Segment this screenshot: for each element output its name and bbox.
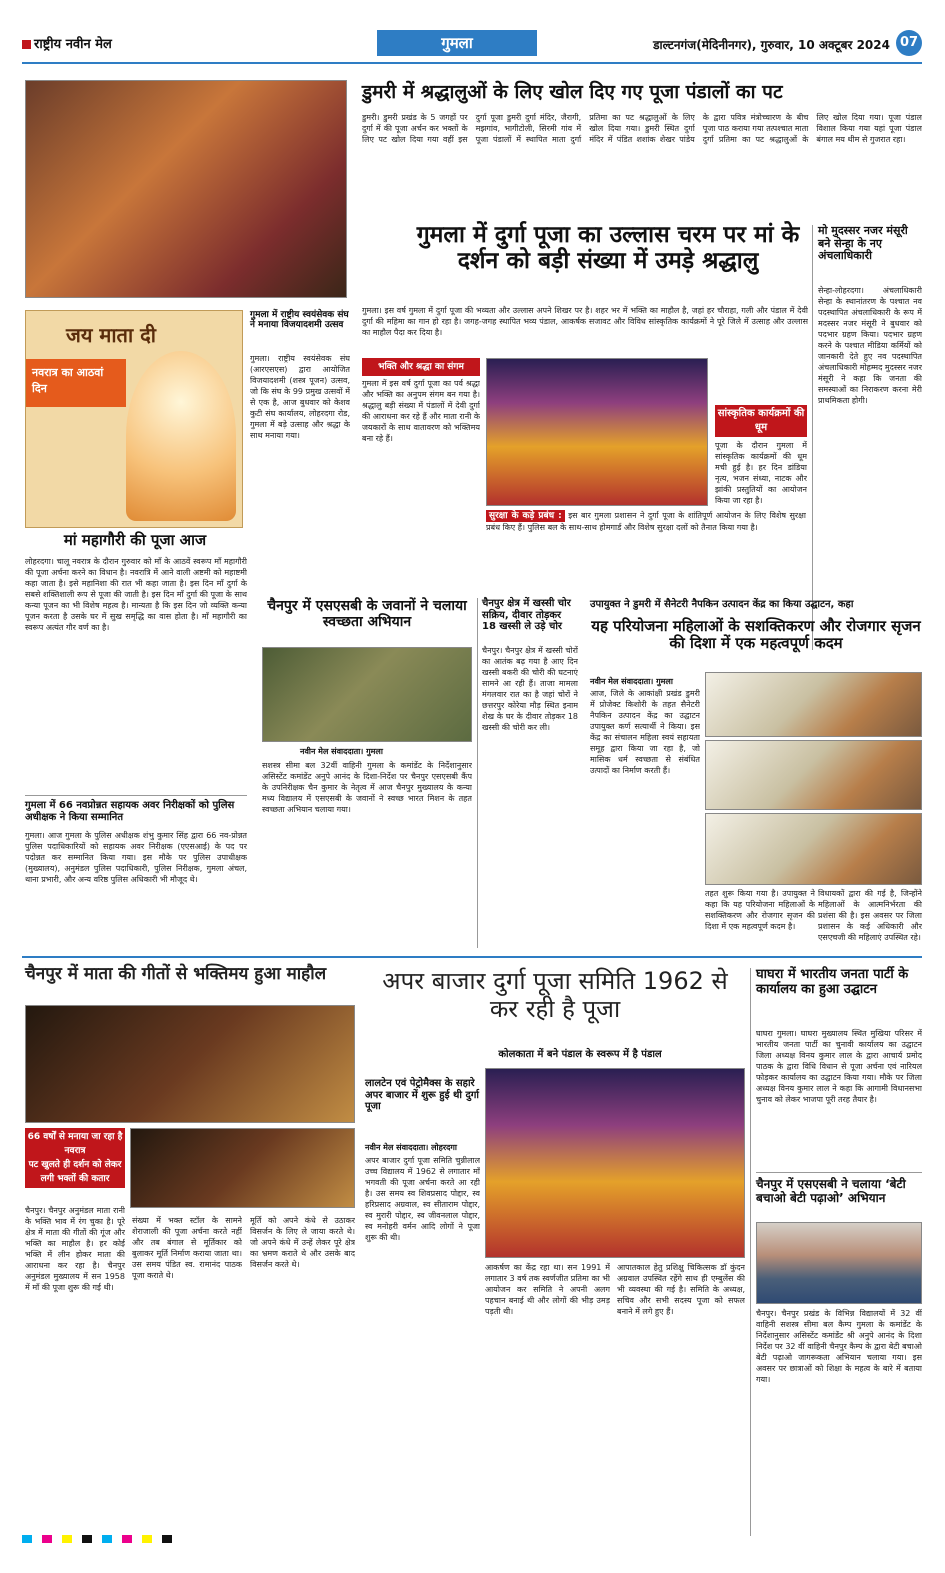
ssb-headline: चैनपुर में एसएसबी के जवानों ने चलाया स्वच्छता अभियान (267, 598, 467, 631)
apar-bazar-headline: अपर बाजार दुर्गा पूजा समिति 1962 से कर रही है पूजा (382, 967, 728, 1023)
navratra-card (25, 310, 243, 528)
theft-body: चैनपुर। चैनपुर क्षेत्र में खस्सी चोरों का आतंक बढ़ गया है आए दिन खस्सी बकरी की चोरी की घटनाएं सामने आ रही हैं। ताजा मामला मंगलवार रात का है जहां चोरों ने छत्तरपुर कोरेया मौड़ स्थित इनाम शेख के घर के दीवार तोड़कर 18 खस्सी की चोरी कर ली। (482, 646, 578, 732)
rss-body: गुमला। राष्ट्रीय स्वयंसेवक संघ (आरएसएस) द्वारा आयोजित विजयादशमी (शस्त्र पूजन) उत्सव, जो कि संघ के 99 प्रमुख उत्सवों में से एक है, आज बुधवार को केशव कुटी संघ कार्यालय, लोहरदगा रोड, गुमला में बड़े उत्साह और श्रद्धा के साथ मनाया गया। (250, 354, 350, 440)
page-number: 07 (896, 30, 922, 56)
beti-headline: चैनपुर में एसएसबी ने चलाया ‘बेटी बचाओ बेटी पढ़ाओ’ अभियान (756, 1177, 906, 1205)
mid-rule (22, 956, 922, 958)
chainpur-body: चैनपुर। चैनपुर अनुमंडल माता रानी के भक्ति भाव में रंग चुका है। पूरे क्षेत्र में माता की गीतों की गूंज और भक्ति का माहौल है। हर कोई भक्ति में लीन होकर माता की आराधना कर रहा है। चैनपुर अनुमंडल मुख्यालय में सन 1958 में माँ की पूजा शुरू की गई थी। (25, 1206, 125, 1292)
dateline: डाल्टनगंज(मेदिनीनगर), गुरुवार, 10 अक्टूबर 2024 (653, 38, 890, 52)
culture-body: पूजा के दौरान गुमला में सांस्कृतिक कार्यक्रमों की धूम मची हुई है। हर दिन डांडिया नृत्य, भजन संध्या, नाटक और झांकी प्रस्तुतियों का आयोजन किया जा रहा है। (715, 441, 807, 505)
apar-bazar-body-3: आपातकाल हेतु प्रशिक्षु चिकित्सक डॉ कुंदन अग्रवाल उपस्थित रहेंगे साथ ही एम्बुलेंस की भी व्यवस्था की गई है। समिति के अध्यक्ष, सचिव और सभी सदस्य पूजा को सफल बनाने में लगे हुए हैं। (617, 1263, 745, 1316)
apar-bazar-byline: नवीन मेल संवाददाता। लोहरदगा (365, 1143, 457, 1152)
sanitary-body: आज, जिले के आकांक्षी प्रखंड डुमरी में प्रोजेक्ट किशोरी के तहत सैनेटरी नैपकिन उत्पादन केंद्र का उद्घाटन उपायुक्त कर्ण सत्यार्थी ने किया। इस केंद्र का संचालन महिला स्वयं सहायता समूह द्वारा किया जा रहा है, जो मासिक धर्म स्वच्छता से संबंधित उत्पादों का निर्माण करती हैं। (590, 689, 700, 775)
sanitary-body-2: तहत शुरू किया गया है। उपायुक्त ने कहा कि यह परियोजना महिलाओं के सशक्तिकरण और रोजगार सृजन की दिशा में एक महत्वपूर्ण कदम है। (705, 889, 815, 931)
main-body: गुमला। इस वर्ष गुमला में दुर्गा पूजा की भव्यता और उल्लास अपने शिखर पर है। शहर भर में भक्ति का माहौल है, जहां हर चौराहा, गली और पंडाल में देवी दुर्गा की महिमा का गान हो रहा है। जगह-जगह स्थापित भव्य पंडाल, आकर्षक सजावट और विविध सांस्कृतिक कार्यक्रमों ने पूरे जिले में उत्साह और उल्लास का माहौल पैदा कर दिया है। (362, 306, 808, 337)
apar-bazar-body-2: आकर्षण का केंद्र रहा था। सन 1991 में लगातार 3 वर्ष तक स्वर्णजीत प्रतिमा का भी आयोजन कर समिति ने अपनी अलग पहचान बनाई थी और लोगों की भीड़ उमड़ पड़ती थी। (485, 1263, 610, 1316)
brand-name: राष्ट्रीय नवीन मेल (34, 37, 112, 52)
sanitary-body-3: विधायकों द्वारा की गई है, जिन्होंने महिलाओं के आत्मनिर्भरता की प्रशंसा की है। इस अवसर पर जिला प्रशासन के कई अधिकारी और एसएचजी की महिलाएं उपस्थित रहे। (818, 889, 922, 942)
sanitary-photo-3 (705, 813, 922, 885)
chainpur-subhead-2: पट खुलते ही दर्शन को लेकर लगी भक्तों की कतार (25, 1156, 125, 1188)
chainpur-devotee-photo (130, 1128, 355, 1208)
ssb-cleanliness-photo (262, 647, 472, 742)
main-headline: गुमला में दुर्गा पूजा का उल्लास चरम पर मां के दर्शन को बड़ी संख्या में उमड़े श्रद्धालु (416, 222, 800, 275)
chainpur-song-headline: चैनपुर में माता की गीतों से भक्तिमय हुआ माहौल (25, 964, 327, 984)
column-rule (750, 968, 751, 1536)
navratra-subtitle: नवरात्र का आठवां दिन (26, 359, 126, 407)
pandal-headline: डुमरी में श्रद्धालुओं के लिए खोल दिए गए पूजा पंडालों का पट (362, 81, 783, 103)
chainpur-body-2: संख्या में भक्त स्टॉल के सामने शेराजाली की पूजा अर्चना करते नहीं और तब बंगाल से मूर्तिकार को बुलाकर मूर्ति निर्माण कराया जाता था। उस समय पंडित स्व. रामानंद पाठक पूजा कराते थे। (132, 1216, 242, 1280)
apar-bazar-sidehead: लालटेन एवं पेट्रोमैक्स के सहारे अपर बाजार में शुरू हुई थी दुर्गा पूजा (365, 1078, 479, 1112)
sanitary-photo-2 (705, 740, 922, 810)
sanitary-headline: यह परियोजना महिलाओं के सशक्तिकरण और रोजगार सृजन की दिशा में एक महत्वपूर्ण कदम (591, 617, 921, 653)
sp-headline: गुमला में 66 नवप्रोन्नत सहायक अवर निरीक्षकों को पुलिस अधीक्षक ने किया सम्मानित (25, 800, 235, 823)
chainpur-subhead-1: 66 वर्षों से मनाया जा रहा है नवरात्र (25, 1128, 125, 1160)
bhakti-subhead: भक्ति और श्रद्धा का संगम (362, 358, 480, 376)
newspaper-brand (22, 34, 112, 52)
goddess-illustration (126, 351, 236, 521)
bjp-headline: घाघरा में भारतीय जनता पार्टी के कार्यालय का हुआ उद्घाटन (756, 967, 909, 997)
chainpur-body-3: मूर्ति को अपने कंधे से उठाकर विसर्जन के लिए ले जाया करते थे। जो अपने कंधे में उन्हें लेकर पूरे क्षेत्र का भ्रमण कराते थे और उसके बाद विसर्जन करते थे। (250, 1216, 355, 1269)
divider (25, 795, 247, 796)
ssb-byline: नवीन मेल संवाददाता। गुमला (300, 747, 383, 756)
theft-headline: चैनपुर क्षेत्र में खस्सी चोर सक्रिय, दीवार तोड़कर 18 खस्सी ले उड़े चोर (482, 598, 571, 632)
security-text: इस बार गुमला प्रशासन ने दुर्गा पूजा के शांतिपूर्ण आयोजन के लिए विशेष सुरक्षा प्रबंध किए हैं। पुलिस बल के साथ-साथ होमगार्ड और विशेष सुरक्षा दलों को तैनात किया गया है। (486, 511, 806, 532)
divider (756, 1172, 922, 1173)
sanitary-kicker: उपायुक्त ने डुमरी में सैनेटरी नैपकिन उत्पादन केंद्र का किया उद्घाटन, कहा (590, 599, 854, 610)
security-body (486, 510, 806, 572)
sanitary-byline: नवीन मेल संवाददाता। गुमला (590, 677, 673, 686)
security-tag: सुरक्षा के कड़े प्रबंध : (486, 510, 565, 522)
beti-body: चैनपुर। चैनपुर प्रखंड के विभिन्न विद्यालयों में 32 वीं वाहिनी सशस्त्र सीमा बल कैम्प गुमला के कमांडेंट के निर्देशानुसार असिस्टेंट कमांडेंट श्री अनुपे आनंद के दिशा निर्देश पर 32 वीं वाहिनी चैनपुर कैम्प के द्वारा बेटी बचाओ बेटी पढ़ाओ जागरूकता अभियान चलाया गया। इस अवसर पर छात्राओं को शिक्षा के महत्व के बारे में बताया गया। (756, 1309, 922, 1384)
top-rule (22, 62, 922, 64)
sp-body: गुमला। आज गुमला के पुलिस अधीक्षक शंभु कुमार सिंह द्वारा 66 नव-प्रोन्नत पुलिस पदाधिकारियों को सहायक अवर निरीक्षक (एएसआई) के पद पर पदोन्नत कर सम्मानित किया गया। इस मौके पर पुलिस उपाधीक्षक (मुख्यालय), अनुमंडल पुलिस पदाधिकारी, पुलिस निरीक्षक, गुमला अंचल, थाना प्रभारी, और अन्य वरिष्ठ पुलिस अधिकारी भी मौजूद थे। (25, 831, 247, 884)
pandal-body: डुमरी। डुमरी प्रखंड के 5 जगहों पर दुर्गा में की पूजा अर्चन कर भक्तों के लिए पट खोल दिया गया वहीं इस दुर्गा पूजा डुमरी दुर्गा मंदिर, जैरागी, मझगांव, भागीटोली, सिरमी गांव में पूजा पंडालों में स्थापित माता दुर्गा प्रतिमा का पट श्रद्धालुओं के लिए खोल दिया गया। डुमरी स्थित दुर्गा मंदिर में पंडित शशांक शेखर पांडेय के द्वारा पवित्र मंत्रोच्चारण के बीच पूजा पाठ कराया गया तत्पश्चात माता दुर्गा प्रतिमा का पट श्रद्धालुओं के लिए खोल दिया गया। पूजा पंडाल विशाल किया गया यहां पूजा पंडाल बंगाल मय थीम से गुजरात रहा। (362, 113, 922, 144)
print-color-bar (22, 1535, 922, 1543)
navratra-title: जय माता दी (66, 323, 156, 347)
durga-idol-photo (25, 80, 347, 298)
sanitary-photo-1 (705, 672, 922, 737)
ssb-body: सशस्त्र सीमा बल 32वीं वाहिनी गुमला के कमांडेंट के निर्देशानुसार असिस्टेंट कमांडेंट अनुपे आनंद के दिशा-निर्देश पर चैनपुर एसएसबी कैंप के उपनिरीक्षक चैन कुमार के नेतृत्व में आज चैनपुर मुख्यालय के कन्या मध्य विद्यालय में एसएसबी के जवानों ने स्वच्छ भारत मिशन के तहत स्वच्छता अभियान चलाया गया। (262, 761, 472, 814)
apar-bazar-kicker: कोलकाता में बने पंडाल के स्वरूप में है पंडाल (498, 1049, 662, 1060)
column-rule (812, 225, 813, 650)
officer-headline: मो मुदस्सर नजर मंसूरी बने सेन्हा के नए अंचलाधिकारी (818, 224, 908, 263)
brand-logo-icon (22, 40, 31, 49)
culture-subhead: सांस्कृतिक कार्यक्रमों की धूम (715, 405, 807, 437)
rss-headline: गुमला में राष्ट्रीय स्वयंसेवक संघ ने मनाया विजयादशमी उत्सव (250, 310, 349, 331)
chainpur-idol-photo (25, 1005, 355, 1123)
pandal-photo (486, 358, 708, 506)
bjp-body: घाघरा गुमला। घाघरा मुख्यालय स्थित मुखिया परिसर में भारतीय जनता पार्टी का चुनावी कार्यालय का उद्घाटन जिला अध्यक्ष विनय कुमार लाल के द्वारा आचार्य प्रमोद पाठक के द्वारा विधि विधान से पूजा अर्चना एवं नारियल फोड़कर कार्यालय का उद्घाटन किया गया। मौके पर जिला अध्यक्ष विनय कुमार लाल ने कहा कि आगामी विधानसभा चुनाव को लेकर भाजपा पूरी तरह तैयार है। (756, 1029, 922, 1104)
beti-students-photo (756, 1222, 922, 1304)
masthead (22, 34, 922, 60)
column-rule (477, 598, 478, 948)
mahagauri-body: लोहरदगा। चालू नवरात्र के दौरान गुरुवार को माँ के आठवें स्वरूप माँ महागौरी की पूजा अर्चना करने का विधान है। नवरात्रि में आने वाली अष्टमी को महाष्टमी कहा जाता है। इसे महानिशा की रात भी कहा जाता है। इस दिन माँ दुर्गा के सबसे शक्तिशाली रूप से पूजा की जाती है। इस दिन माँ दुर्गा की पूजा के साथ कन्या पूजन का भी विशेष महत्व है। मान्यता है कि इस दिन जो व्यक्ति कन्या पूजन करता है उसके घर में सुख समृद्धि का वास होता है। माँ महागौरी का स्वरूप अत्यंत गौर वर्ण का है। (25, 557, 247, 632)
bhakti-body: गुमला में इस वर्ष दुर्गा पूजा का पर्व श्रद्धा और भक्ति का अनुपम संगम बन गया है। श्रद्धालु बड़ी संख्या में पंडालों में देवी दुर्गा की आराधना कर रहे हैं और माता रानी के जयकारों के साथ वातावरण को भक्तिमय बना रहे हैं। (362, 379, 480, 443)
apar-bazar-pandal-photo (485, 1068, 745, 1258)
officer-body: सेन्हा-लोहरदगा। अंचलाधिकारी सेन्हा के स्थानांतरण के पश्चात नव पदस्थापित अंचलाधिकारी के रूप में मदस्सर नजर मंसूरी ने बुधवार को पदभार ग्रहण किया। पदभार ग्रहण करने के पश्चात मीडिया कर्मियों को जानकारी देते हुए नव पदस्थापित अंचलाधिकारी मोहम्मद मुदस्सर नजर मंसूरी ने कहा कि जनता की समस्याओं का निराकरण करना मेरी प्राथमिकता होगी। (818, 286, 922, 405)
mahagauri-headline: मां महागौरी की पूजा आज (63, 531, 207, 549)
section-title: गुमला (377, 30, 537, 56)
apar-bazar-body: अपर बाजार दुर्गा पूजा समिति चुन्नीलाल उच्च विद्यालय में 1962 से लगातार माँ भगवती की पूजा अर्चना करते आ रही है। उस समय स्व शिवप्रसाद पोद्दार, स्व हरिप्रसाद अग्रवाल, स्व सीताराम पोद्दार, स्व मुरारी पोद्दार, स्व जीवनलाल पोद्दार, स्व मनोहरी वर्मन आदि लोगों ने पूजा शुरू की थी। (365, 1156, 480, 1242)
